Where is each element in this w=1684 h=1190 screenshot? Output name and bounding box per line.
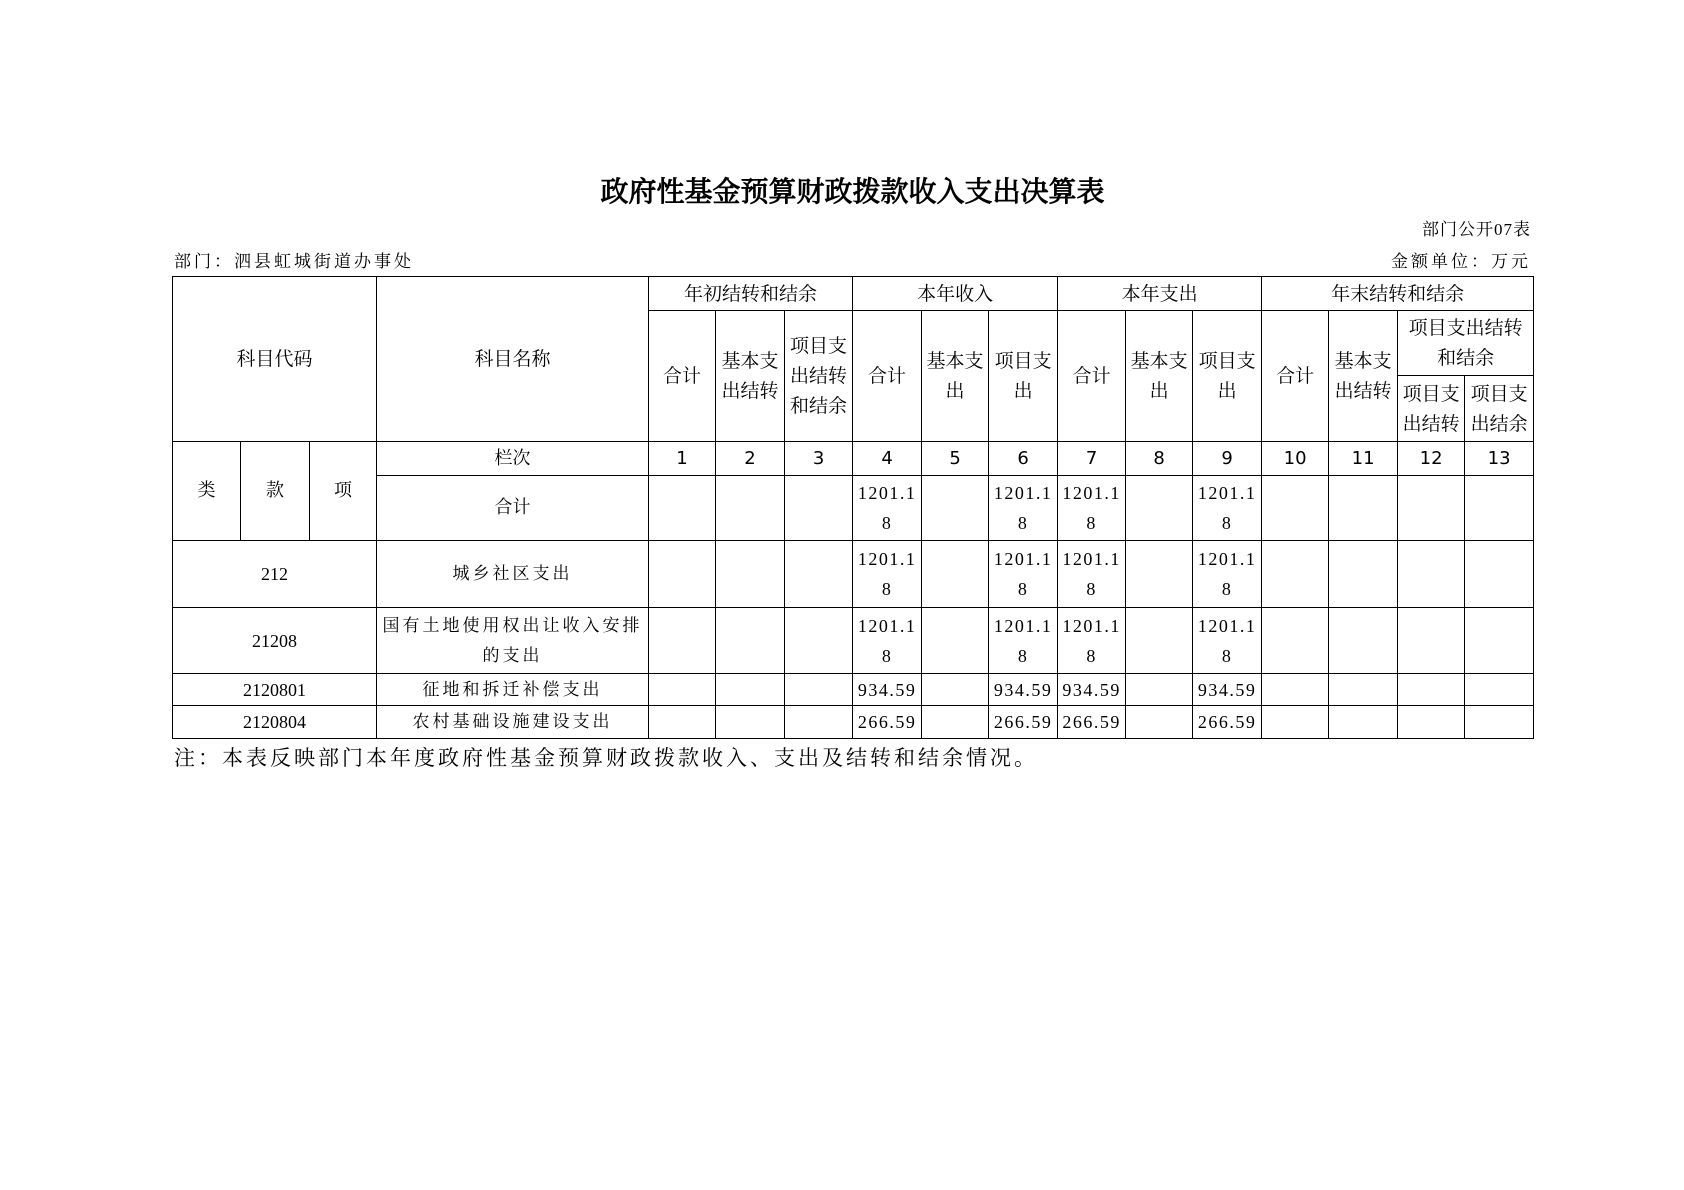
opening-total-header: 合计 <box>649 311 716 442</box>
column-number-cell: 13 <box>1465 442 1534 476</box>
expense-basic-header: 基本支出 <box>1126 311 1193 442</box>
subject-name-cell: 国有土地使用权出让收入安排的支出 <box>377 608 649 674</box>
value-cell: 266.59 <box>853 706 922 739</box>
value-cell <box>1329 706 1398 739</box>
closing-project-surplus-header: 项目支出结余 <box>1465 376 1534 442</box>
value-cell <box>649 674 716 706</box>
value-cell: 266.59 <box>1193 706 1262 739</box>
value-cell <box>1465 608 1534 674</box>
current-year-income-group-header: 本年收入 <box>853 277 1058 311</box>
column-index-label: 栏次 <box>377 442 649 476</box>
table-row <box>173 674 1534 706</box>
section-header: 款 <box>241 442 310 541</box>
subject-name-header: 科目名称 <box>377 277 649 442</box>
value-cell: 1201.18 <box>989 608 1058 674</box>
column-number-cell: 10 <box>1262 442 1329 476</box>
value-cell: 1201.18 <box>1193 541 1262 608</box>
value-cell <box>1126 476 1193 541</box>
value-cell <box>1398 476 1465 541</box>
income-total-header: 合计 <box>853 311 922 442</box>
total-row <box>173 476 1534 541</box>
value-cell <box>716 476 785 541</box>
value-cell <box>1126 706 1193 739</box>
table-row <box>173 608 1534 674</box>
value-cell <box>785 476 853 541</box>
table-row <box>173 541 1534 608</box>
value-cell: 934.59 <box>853 674 922 706</box>
value-cell <box>922 541 989 608</box>
value-cell <box>1329 541 1398 608</box>
opening-basic-carryover-header: 基本支出结转 <box>716 311 785 442</box>
value-cell <box>1262 706 1329 739</box>
closing-basic-carryover-header: 基本支出结转 <box>1329 311 1398 442</box>
value-cell <box>922 608 989 674</box>
header-row-groups <box>173 277 1534 311</box>
subject-code-cell: 2120801 <box>173 674 377 706</box>
column-index-row <box>173 442 1534 476</box>
subject-name-cell: 征地和拆迁补偿支出 <box>377 674 649 706</box>
item-header: 项 <box>310 442 377 541</box>
subject-code-cell: 212 <box>173 541 377 608</box>
value-cell <box>649 541 716 608</box>
value-cell <box>1126 608 1193 674</box>
expense-total-header: 合计 <box>1058 311 1126 442</box>
column-number-cell: 12 <box>1398 442 1465 476</box>
subject-code-cell: 2120804 <box>173 706 377 739</box>
value-cell: 1201.18 <box>1058 541 1126 608</box>
value-cell: 1201.18 <box>853 476 922 541</box>
opening-project-carryover-header: 项目支出结转和结余 <box>785 311 853 442</box>
opening-balance-group-header: 年初结转和结余 <box>649 277 853 311</box>
column-number-cell: 4 <box>853 442 922 476</box>
value-cell: 1201.18 <box>989 476 1058 541</box>
value-cell: 1201.18 <box>853 541 922 608</box>
value-cell <box>1329 476 1398 541</box>
value-cell <box>1398 608 1465 674</box>
budget-final-accounts-table <box>172 276 1534 739</box>
value-cell <box>1262 674 1329 706</box>
value-cell <box>1398 706 1465 739</box>
value-cell <box>716 674 785 706</box>
column-number-cell: 8 <box>1126 442 1193 476</box>
column-number-cell: 2 <box>716 442 785 476</box>
value-cell <box>1262 541 1329 608</box>
value-cell <box>649 476 716 541</box>
value-cell: 1201.18 <box>1193 476 1262 541</box>
value-cell <box>785 541 853 608</box>
expense-project-header: 项目支出 <box>1193 311 1262 442</box>
value-cell <box>649 608 716 674</box>
value-cell <box>1398 541 1465 608</box>
value-cell: 934.59 <box>1058 674 1126 706</box>
value-cell: 1201.18 <box>1058 608 1126 674</box>
subject-name-cell: 农村基础设施建设支出 <box>377 706 649 739</box>
value-cell <box>716 706 785 739</box>
income-project-header: 项目支出 <box>989 311 1058 442</box>
value-cell <box>1126 541 1193 608</box>
value-cell <box>922 674 989 706</box>
value-cell: 1201.18 <box>1193 608 1262 674</box>
value-cell <box>922 706 989 739</box>
value-cell <box>785 706 853 739</box>
value-cell <box>1262 608 1329 674</box>
value-cell <box>1329 674 1398 706</box>
value-cell <box>785 608 853 674</box>
value-cell: 266.59 <box>1058 706 1126 739</box>
value-cell <box>1329 608 1398 674</box>
department-label: 部门：泗县虹城街道办事处 <box>174 252 414 271</box>
value-cell: 934.59 <box>989 674 1058 706</box>
subject-code-header: 科目代码 <box>173 277 377 442</box>
value-cell: 266.59 <box>989 706 1058 739</box>
value-cell <box>1398 674 1465 706</box>
amount-unit-label: 金额单位：万元 <box>1391 252 1531 271</box>
income-basic-header: 基本支出 <box>922 311 989 442</box>
closing-balance-group-header: 年末结转和结余 <box>1262 277 1534 311</box>
closing-project-group-header: 项目支出结转和结余 <box>1398 311 1534 376</box>
page-title: 政府性基金预算财政拨款收入支出决算表 <box>600 175 1105 208</box>
column-number-cell: 6 <box>989 442 1058 476</box>
value-cell <box>785 674 853 706</box>
value-cell <box>1465 541 1534 608</box>
current-year-expense-group-header: 本年支出 <box>1058 277 1262 311</box>
class-header: 类 <box>173 442 241 541</box>
column-number-cell: 9 <box>1193 442 1262 476</box>
closing-project-carryover-header: 项目支出结转 <box>1398 376 1465 442</box>
value-cell <box>1126 674 1193 706</box>
value-cell: 1201.18 <box>1058 476 1126 541</box>
value-cell <box>1465 674 1534 706</box>
value-cell <box>716 608 785 674</box>
subject-code-cell: 21208 <box>173 608 377 674</box>
table-row <box>173 706 1534 739</box>
column-number-cell: 5 <box>922 442 989 476</box>
subject-name-cell: 城乡社区支出 <box>377 541 649 608</box>
value-cell <box>1465 476 1534 541</box>
table-note: 注：本表反映部门本年度政府性基金预算财政拨款收入、支出及结转和结余情况。 <box>174 746 1038 770</box>
form-number: 部门公开07表 <box>1422 220 1531 239</box>
column-number-cell: 3 <box>785 442 853 476</box>
column-number-cell: 7 <box>1058 442 1126 476</box>
value-cell: 1201.18 <box>989 541 1058 608</box>
column-number-cell: 11 <box>1329 442 1398 476</box>
value-cell <box>716 541 785 608</box>
value-cell: 934.59 <box>1193 674 1262 706</box>
table-body <box>173 442 1534 739</box>
value-cell <box>922 476 989 541</box>
value-cell <box>1262 476 1329 541</box>
value-cell <box>649 706 716 739</box>
value-cell: 1201.18 <box>853 608 922 674</box>
column-number-cell: 1 <box>649 442 716 476</box>
closing-total-header: 合计 <box>1262 311 1329 442</box>
value-cell <box>1465 706 1534 739</box>
total-label: 合计 <box>377 476 649 541</box>
